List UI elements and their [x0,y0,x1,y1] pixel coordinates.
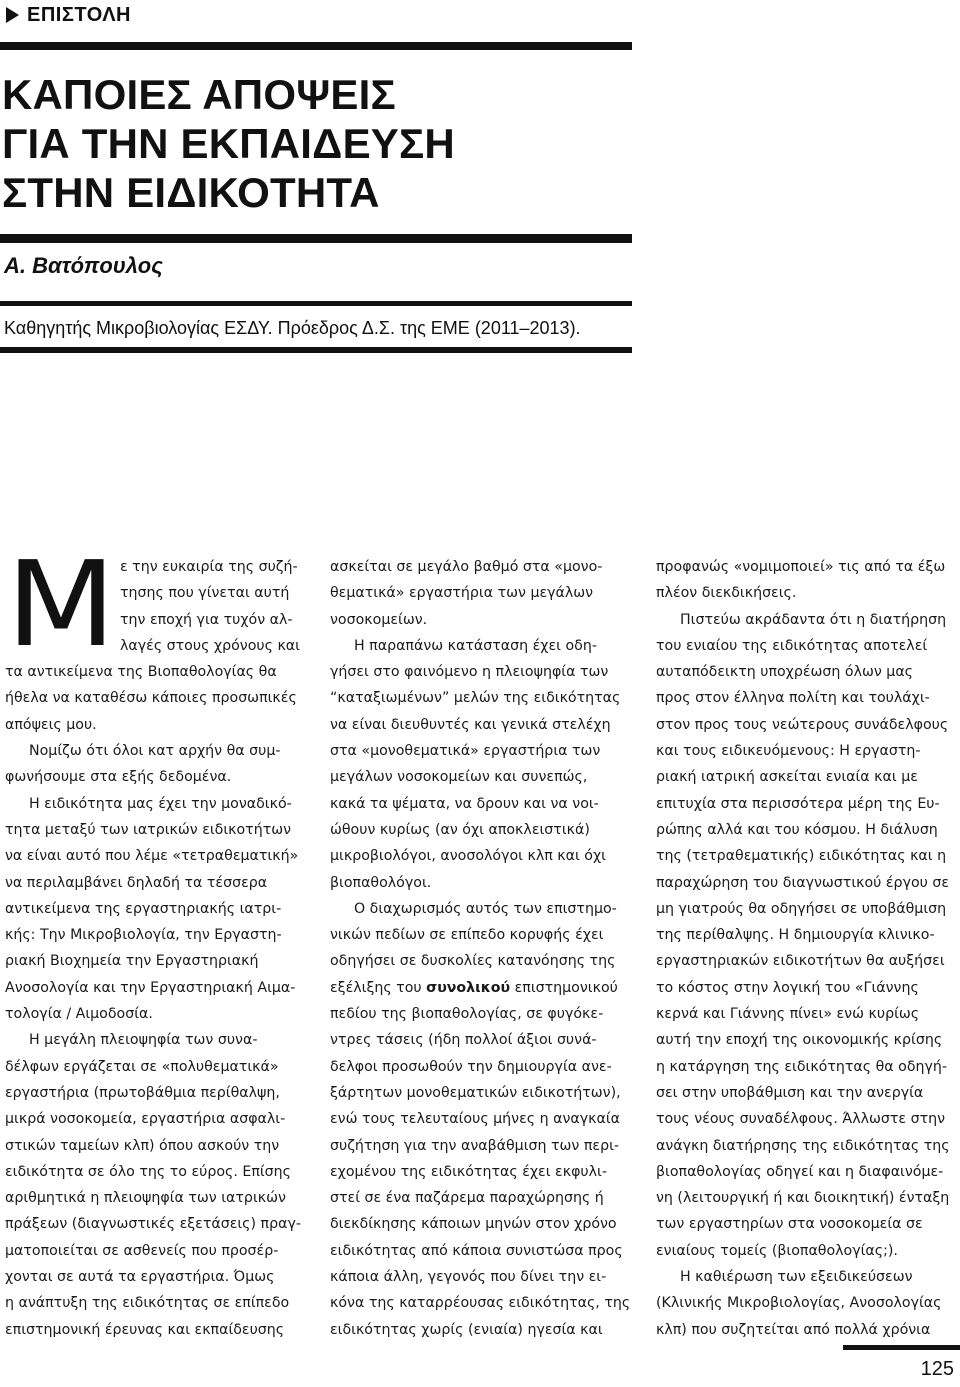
text-line: Νομίζω ότι όλοι κατ αρχήν θα συμ- [29,743,281,760]
text-line: τολογία / Αιμοδοσία. [5,1006,153,1023]
text-line: νη (λειτουργική ή και διοικητική) ένταξη [656,1190,950,1207]
text-line: συζήτηση για την αναβάθμιση των περι- [330,1137,619,1154]
text-line: του ενιαίου της ειδικότητας αποτελεί [656,637,928,654]
section-label-text: ΕΠΙΣΤΟΛΗ [27,3,131,26]
text-line: ματοποιείται σε ασθενείς που προσέρ- [5,1242,279,1259]
text-line: “καταξιωμένων” μελών της ειδικότητας [330,690,621,707]
text-line: μικροβιολόγοι, ανοσολόγοι κλπ και όχι [330,848,606,865]
header-bottom-rule [0,347,632,353]
text-line: της (τετραθεματικής) ειδικότητας και η [656,848,947,865]
text-line: αυτή την εποχή της οικονομικής κρίσης [656,1032,943,1049]
text-line: και τους ειδικευόμενους: Η εργαστη- [656,743,921,760]
text-line: διεκδίκησης κάποιων μηνών στον χρόνο [330,1216,617,1233]
text-line: αριθμητικά η πλειοψηφία των ιατρικών [5,1190,286,1207]
text-line: κακά τα ψέματα, να δρουν και να νοι- [330,795,599,812]
emphasized-word: συνολικού [426,979,511,996]
text-line: ειδικότητας χωρίς (ενιαία) ηγεσία και [330,1321,603,1338]
text-line: εργαστήρια (πρωτοβάθμια περίθαλψη, [5,1084,280,1101]
text-line: ανάγκη διατήρησης της ειδικότητας της [656,1137,950,1154]
text-line: πεδίου της βιοπαθολογίας, σε φυγόκε- [330,1006,604,1023]
text-line: ενιαίους τομείς (βιοπαθολογίας;). [656,1242,898,1259]
text-line: Ο διαχωρισμός αυτός των επιστημο- [354,900,617,917]
body-column-2 [330,554,630,1343]
text-line: προς στον έλληνα πολίτη και τουλάχι- [656,690,930,707]
text-line: οδηγήσει σε δυσκολίες κατανόησης της [330,953,616,970]
text-line: βιοπαθολόγοι. [330,874,432,891]
body-column-3 [656,554,956,1343]
title-rule [0,234,632,243]
text-line: αντικείμενα της εργαστηριακής ιατρι- [5,900,282,917]
text-line: τους νέους συναδέλφους. Άλλωστε στην [656,1111,946,1128]
title-line: ΓΙΑ ΤΗΝ ΕΚΠΑΙΔΕΥΣΗ [2,120,455,167]
author-name: Α. Βατόπουλος [4,253,163,278]
triangle-icon [6,7,19,23]
text-line: τα αντικείμενα της Βιοπαθολογίας θα [5,664,277,681]
text-line: στεί σε ένα παζάρεμα παραχώρησης ή [330,1190,604,1207]
text-line: Η καθιέρωση των εξειδικεύσεων [680,1269,913,1286]
text-line: των εργαστηρίων στα νοσοκομεία σε [656,1216,923,1233]
text-line: ενώ τους τελευταίους μήνες η αναγκαία [330,1111,620,1128]
text-line: μικρά νοσοκομεία, εργαστήρια ασφαλι- [5,1111,286,1128]
top-rule [0,42,632,50]
text-line: το κόστος στην λογική του «Γιάννης [656,979,919,996]
text-line: θεματικά» εργαστήρια των μεγάλων [330,585,594,602]
text-line: γήσει στο φαινόμενο η πλειοψηφία των [330,664,609,681]
text-line: τητα μεταξύ των ιατρικών ειδικοτήτων [5,821,292,838]
text-line: της περίθαλψης. Η δημιουργία κλινικο- [656,927,935,944]
text-line: να περιλαμβάνει δηλαδή τα τέσσερα [5,874,268,891]
text-line: κλπ) που συζητείται από πολλά χρόνια [656,1321,931,1338]
title-line: ΣΤΗΝ ΕΙΔΙΚΟΤΗΤΑ [2,169,380,216]
text-line: στικών ταμείων κλπ) όπου ασκούν την [5,1137,280,1154]
text-line: πράξεων (διαγνωστικές εξετάσεις) πραγ- [5,1216,301,1233]
title-line: ΚΑΠΟΙΕΣ ΑΠΟΨΕΙΣ [2,71,396,118]
text-line: ώθουν κυρίως (αν όχι αποκλειστικά) [330,821,590,838]
text-line: ειδικότητα σε όλο της το εύρος. Επίσης [5,1163,291,1180]
page-number-rule [843,1345,960,1350]
text-line: στον προς τους νεώτερους συνάδελφους [656,716,949,733]
text-line: επιστημονική έρευνας και εκπαίδευσης [5,1321,285,1338]
text-line: κόνα της καταρρέουσας ειδικότητας, της [330,1295,631,1312]
text-line: ειδικότητας από κάποια συνιστώσα προς [330,1242,623,1259]
text-line [330,975,630,1001]
text-line: λαγές στους χρόνους και [120,637,300,654]
text-line: κής: Την Μικροβιολογία, την Εργαστη- [5,927,282,944]
text-line: ξάρτητων μονοθεματικών ειδικοτήτων), [330,1084,621,1101]
text-line: ε την ευκαιρία της συζή- [120,559,298,575]
text-line: Ανοσολογία και την Εργαστηριακή Αιμα- [5,979,296,996]
text-line: στα «μονοθεματικά» εργαστήρια των [330,743,601,760]
text-line: δελφοι προσωθούν την δημιουργία ανε- [330,1058,612,1075]
text-line: κάποια άλλη, γεγονός που δίνει την ει- [330,1269,607,1286]
text-line: παραχώρηση του διαγνωστικού έργου σε [656,874,950,891]
text-line: την εποχή για τυχόν αλ- [120,611,293,628]
text-segment: εξέλιξης του [330,979,427,996]
text-line: η κατάργηση της ειδικότητας θα οδηγή- [656,1058,948,1075]
text-line: η ανάπτυξη της ειδικότητας σε επίπεδο [5,1295,290,1312]
text-line: επιτυχία στα περισσότερα μέρη της Ευ- [656,795,940,812]
text-line: τησης που γίνεται αυτή [120,585,290,602]
text-line: δέλφων εργάζεται σε «πολυθεματικά» [5,1058,279,1075]
text-line: εργαστηριακών ειδικοτήτων θα αυξήσει [656,953,945,970]
text-line: ριακή Βιοχημεία την Εργαστηριακή [5,953,259,970]
article-title [2,70,455,217]
text-line: φωνήσουμε στα εξής δεδομένα. [5,769,232,786]
text-line: Πιστεύω ακράδαντα ότι η διατήρηση [680,611,947,628]
text-line: νικών πεδίων σε επίπεδο κορυφής έχει [330,927,604,944]
text-line: να είναι διευθυντές και γενικά στελέχη [330,716,611,733]
text-line: πλέον διεκδικήσεις. [656,585,797,602]
text-line: κερνά και Γιάννης πίνει» ενώ κυρίως [656,1006,920,1023]
text-line: ασκείται σε μεγάλο βαθμό στα «μονο- [330,559,603,575]
section-label [6,4,131,26]
text-line: ρώπης αλλά και του κόσμου. Η διάλυση [656,821,938,838]
text-line: βιοπαθολογίας οδηγεί και η διαφαινόμε- [656,1163,944,1180]
text-line: σει στην υποβάθμιση και την ανεργία [656,1084,924,1101]
text-segment: επιστημονικού [510,979,618,996]
author-rule [0,301,632,306]
text-line: εχομένου της ειδικότητας έχει εκφυλι- [330,1163,607,1180]
text-line: νοσοκομείων. [330,611,428,628]
author-affiliation: Καθηγητής Μικροβιολογίας ΕΣΔΥ. Πρόεδρος Δ.Σ. της ΕΜΕ (2011–2013). [4,318,581,338]
text-line: μεγάλων νοσοκομείων και συνεπώς, [330,769,588,786]
text-line: Η ειδικότητα μας έχει την μοναδικό- [29,795,292,812]
body-column-1 [5,554,305,1343]
text-line: ριακή ιατρική ασκείται ενιαία και με [656,769,918,786]
page-number: 125 [920,1358,954,1380]
drop-cap: Μ [6,535,116,673]
text-line: χονται σε αυτά τα εργαστήρια. Όμως [5,1269,275,1286]
text-line: αυταπόδεικτη υποχρέωση όλων μας [656,664,914,681]
text-line: απόψεις μου. [5,716,97,733]
text-line: προφανώς «νομιμοποιεί» τις από τα έξω [656,559,946,575]
text-line: ήθελα να καταθέσω κάποιες προσωπικές [5,690,297,707]
text-line: μη γιατρούς θα οδηγήσει σε υποβάθμιση [656,900,947,917]
text-line: (Κλινικής Μικροβιολογίας, Ανοσολογίας [656,1295,942,1312]
text-line: Η παραπάνω κατάσταση έχει οδη- [354,637,597,654]
text-line: να είναι αυτό που λέμε «τετραθεματική» [5,848,299,865]
text-line: Η μεγάλη πλειοψηφία των συνα- [29,1032,258,1049]
text-line: ντρες τάσεις (ήδη πολλοί άξιοι συνά- [330,1032,597,1049]
